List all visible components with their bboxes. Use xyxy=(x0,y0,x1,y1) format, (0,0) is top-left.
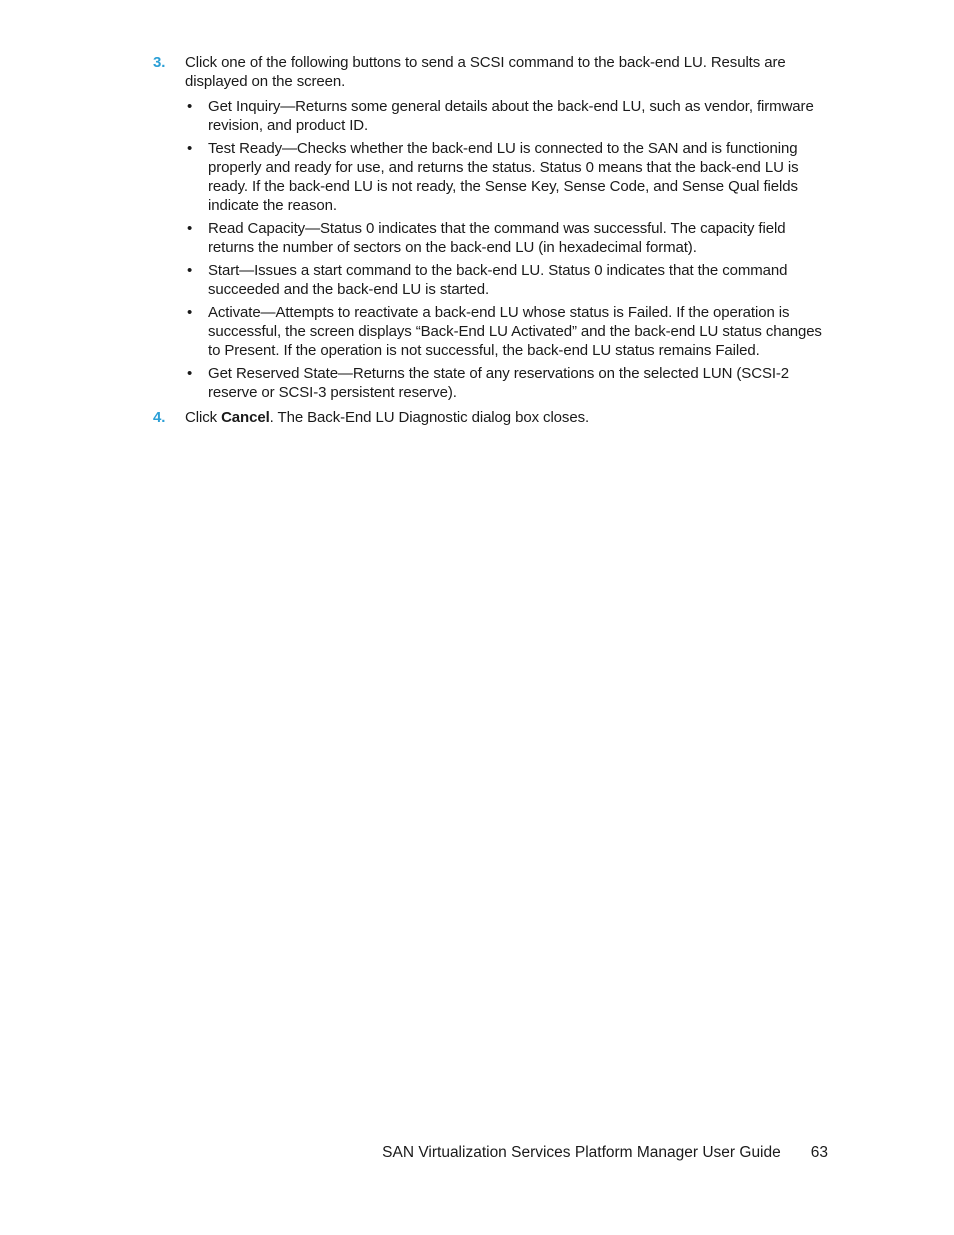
step-text: Click one of the following buttons to send a SCSI command to the back-end LU. Results are displayed on the screen. xyxy=(185,54,786,90)
document-body xyxy=(153,53,833,433)
list-item-read-capacity xyxy=(185,219,833,257)
footer-title: SAN Virtualization Services Platform Manager User Guide xyxy=(382,1144,781,1161)
list-item-text: Get Inquiry—Returns some general details about the back-end LU, such as vendor, firmware revision, and product ID. xyxy=(208,98,814,134)
step-number: 3. xyxy=(153,54,166,71)
bullet-icon: • xyxy=(187,304,193,321)
list-item-text: Read Capacity—Status 0 indicates that the command was successful. The capacity field returns the number of sectors on the back-end LU (in hexadecimal format). xyxy=(208,220,786,256)
page-footer xyxy=(382,1143,828,1163)
list-item-get-reserved-state xyxy=(185,364,833,402)
list-item-text: Start—Issues a start command to the back-end LU. Status 0 indicates that the command succeeded and the back-end LU is started. xyxy=(208,262,788,298)
bullet-icon: • xyxy=(187,220,193,237)
list-item-activate xyxy=(185,303,833,360)
command-button-list xyxy=(185,97,833,402)
step-3 xyxy=(153,53,833,91)
bullet-icon: • xyxy=(187,98,193,115)
step-text xyxy=(185,408,833,427)
step-4 xyxy=(153,408,833,427)
step-number: 4. xyxy=(153,409,166,426)
list-item-text: Get Reserved State—Returns the state of any reservations on the selected LUN (SCSI-2 reserve or SCSI-3 persistent reserve). xyxy=(208,365,790,401)
bullet-icon: • xyxy=(187,365,193,382)
page-number: 63 xyxy=(810,1144,828,1161)
step-text-suffix: . The Back-End LU Diagnostic dialog box closes. xyxy=(269,409,590,426)
step-text-prefix: Click xyxy=(185,409,222,426)
list-item-text: Activate—Attempts to reactivate a back-end LU whose status is Failed. If the operation is successful, the screen displays “Back-End LU Activated” and the back-end LU status changes to Present. If the operation is not successful, the back-end LU status remains Failed. xyxy=(208,304,822,359)
list-item-text: Test Ready—Checks whether the back-end LU is connected to the SAN and is functioning properly and ready for use, and returns the status. Status 0 means that the back-end LU is ready. If the back-end LU is not ready, the Sense Key, Sense Code, and Sense Qual fields indicate the reason. xyxy=(208,140,799,214)
list-item-start xyxy=(185,261,833,299)
bullet-icon: • xyxy=(187,262,193,279)
list-item-get-inquiry xyxy=(185,97,833,135)
cancel-label: Cancel xyxy=(221,409,270,426)
list-item-test-ready xyxy=(185,139,833,215)
bullet-icon: • xyxy=(187,140,193,157)
